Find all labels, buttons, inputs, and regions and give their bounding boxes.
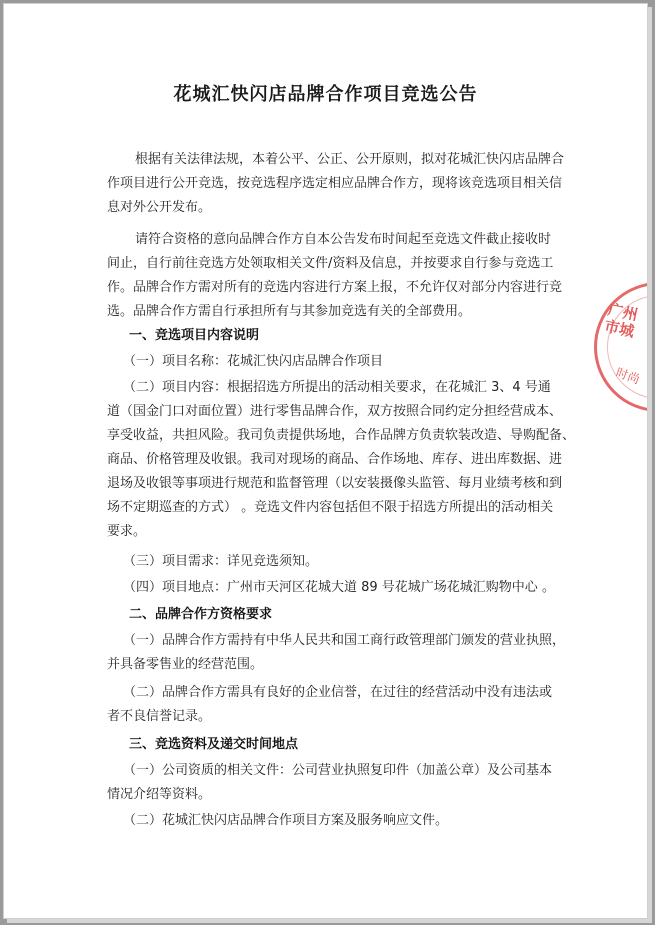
- body-line: 作。品牌合作方需对所有的竞选内容进行方案上报，不允许仅对部分内容进行竞: [107, 280, 563, 295]
- body-line: 者不良信誉记录。: [107, 709, 212, 724]
- section-heading: 一、竞选项目内容说明: [129, 328, 260, 343]
- body-line: （二）品牌合作方需具有良好的企业信誉，在过往的经营活动中没有违法或: [123, 685, 553, 700]
- seal-subtext: 时尚: [614, 365, 642, 387]
- body-line: 情况介绍等资料。: [107, 787, 212, 802]
- body-line: 选。品牌合作方需自行承担所有与其参加竞选有关的全部费用。: [107, 304, 472, 319]
- body-line: （二）花城汇快闪店品牌合作项目方案及服务响应文件。: [123, 813, 449, 828]
- body-line: 要求。: [107, 524, 147, 539]
- body-line: （一）公司资质的相关文件：公司营业执照复印件（加盖公章）及公司基本: [123, 763, 553, 778]
- body-line: （四）项目地点：广州市天河区花城大道 89 号花城广场花城汇购物中心 。: [123, 580, 555, 595]
- section-heading: 二、品牌合作方资格要求: [129, 607, 273, 622]
- body-line: （三）项目需求：详见竞选须知。: [123, 554, 319, 569]
- body-line: 场不定期巡查的方式） 。竞选文件内容包括但不限于招选方所提出的活动相关: [107, 500, 554, 515]
- body-line: 并具备零售业的经营范围。: [107, 657, 264, 672]
- section-heading: 三、竞选资料及递交时间地点: [129, 737, 299, 752]
- body-line: 道（国金门口对面位置）进行零售品牌合作，双方按照合同约定分担经营成本、: [107, 404, 563, 419]
- body-line: 根据有关法律法规，本着公平、公正、公开原则，拟对花城汇快闪店品牌合: [135, 152, 565, 167]
- seal-text: 广州市城: [602, 300, 640, 341]
- body-line: 退场及收银等事项进行规范和监督管理（以安装摄像头监管、每月业绩考核和到: [107, 476, 563, 491]
- body-line: 息对外公开发布。: [107, 200, 212, 215]
- body-line: 间止，自行前往竞选方处领取相关文件/资料及信息，并按要求自行参与竞选工: [107, 256, 554, 271]
- company-seal: [594, 282, 648, 412]
- page-title: 花城汇快闪店品牌合作项目竞选公告: [173, 84, 478, 105]
- body-line: （一）项目名称：花城汇快闪店品牌合作项目: [123, 354, 384, 369]
- document-page: [3, 3, 648, 919]
- body-line: 请符合资格的意向品牌合作方自本公告发布时间起至竞选文件截止接收时: [135, 232, 552, 247]
- body-line: 享受收益，共担风险。我司负责提供场地，合作品牌方负责软装改造、导购配备、: [107, 428, 576, 443]
- body-line: 商品、价格管理及收银。我司对现场的商品、合作场地、库存、进出库数据、进: [107, 452, 563, 467]
- body-line: （一）品牌合作方需持有中华人民共和国工商行政管理部门颁发的营业执照，: [123, 633, 566, 648]
- body-line: （二）项目内容：根据招选方所提出的活动相关要求，在花城汇 3、4 号通: [123, 380, 551, 395]
- body-line: 作项目进行公开竞选，按竞选程序选定相应品牌合作方，现将该竞选项目相关信: [107, 176, 563, 191]
